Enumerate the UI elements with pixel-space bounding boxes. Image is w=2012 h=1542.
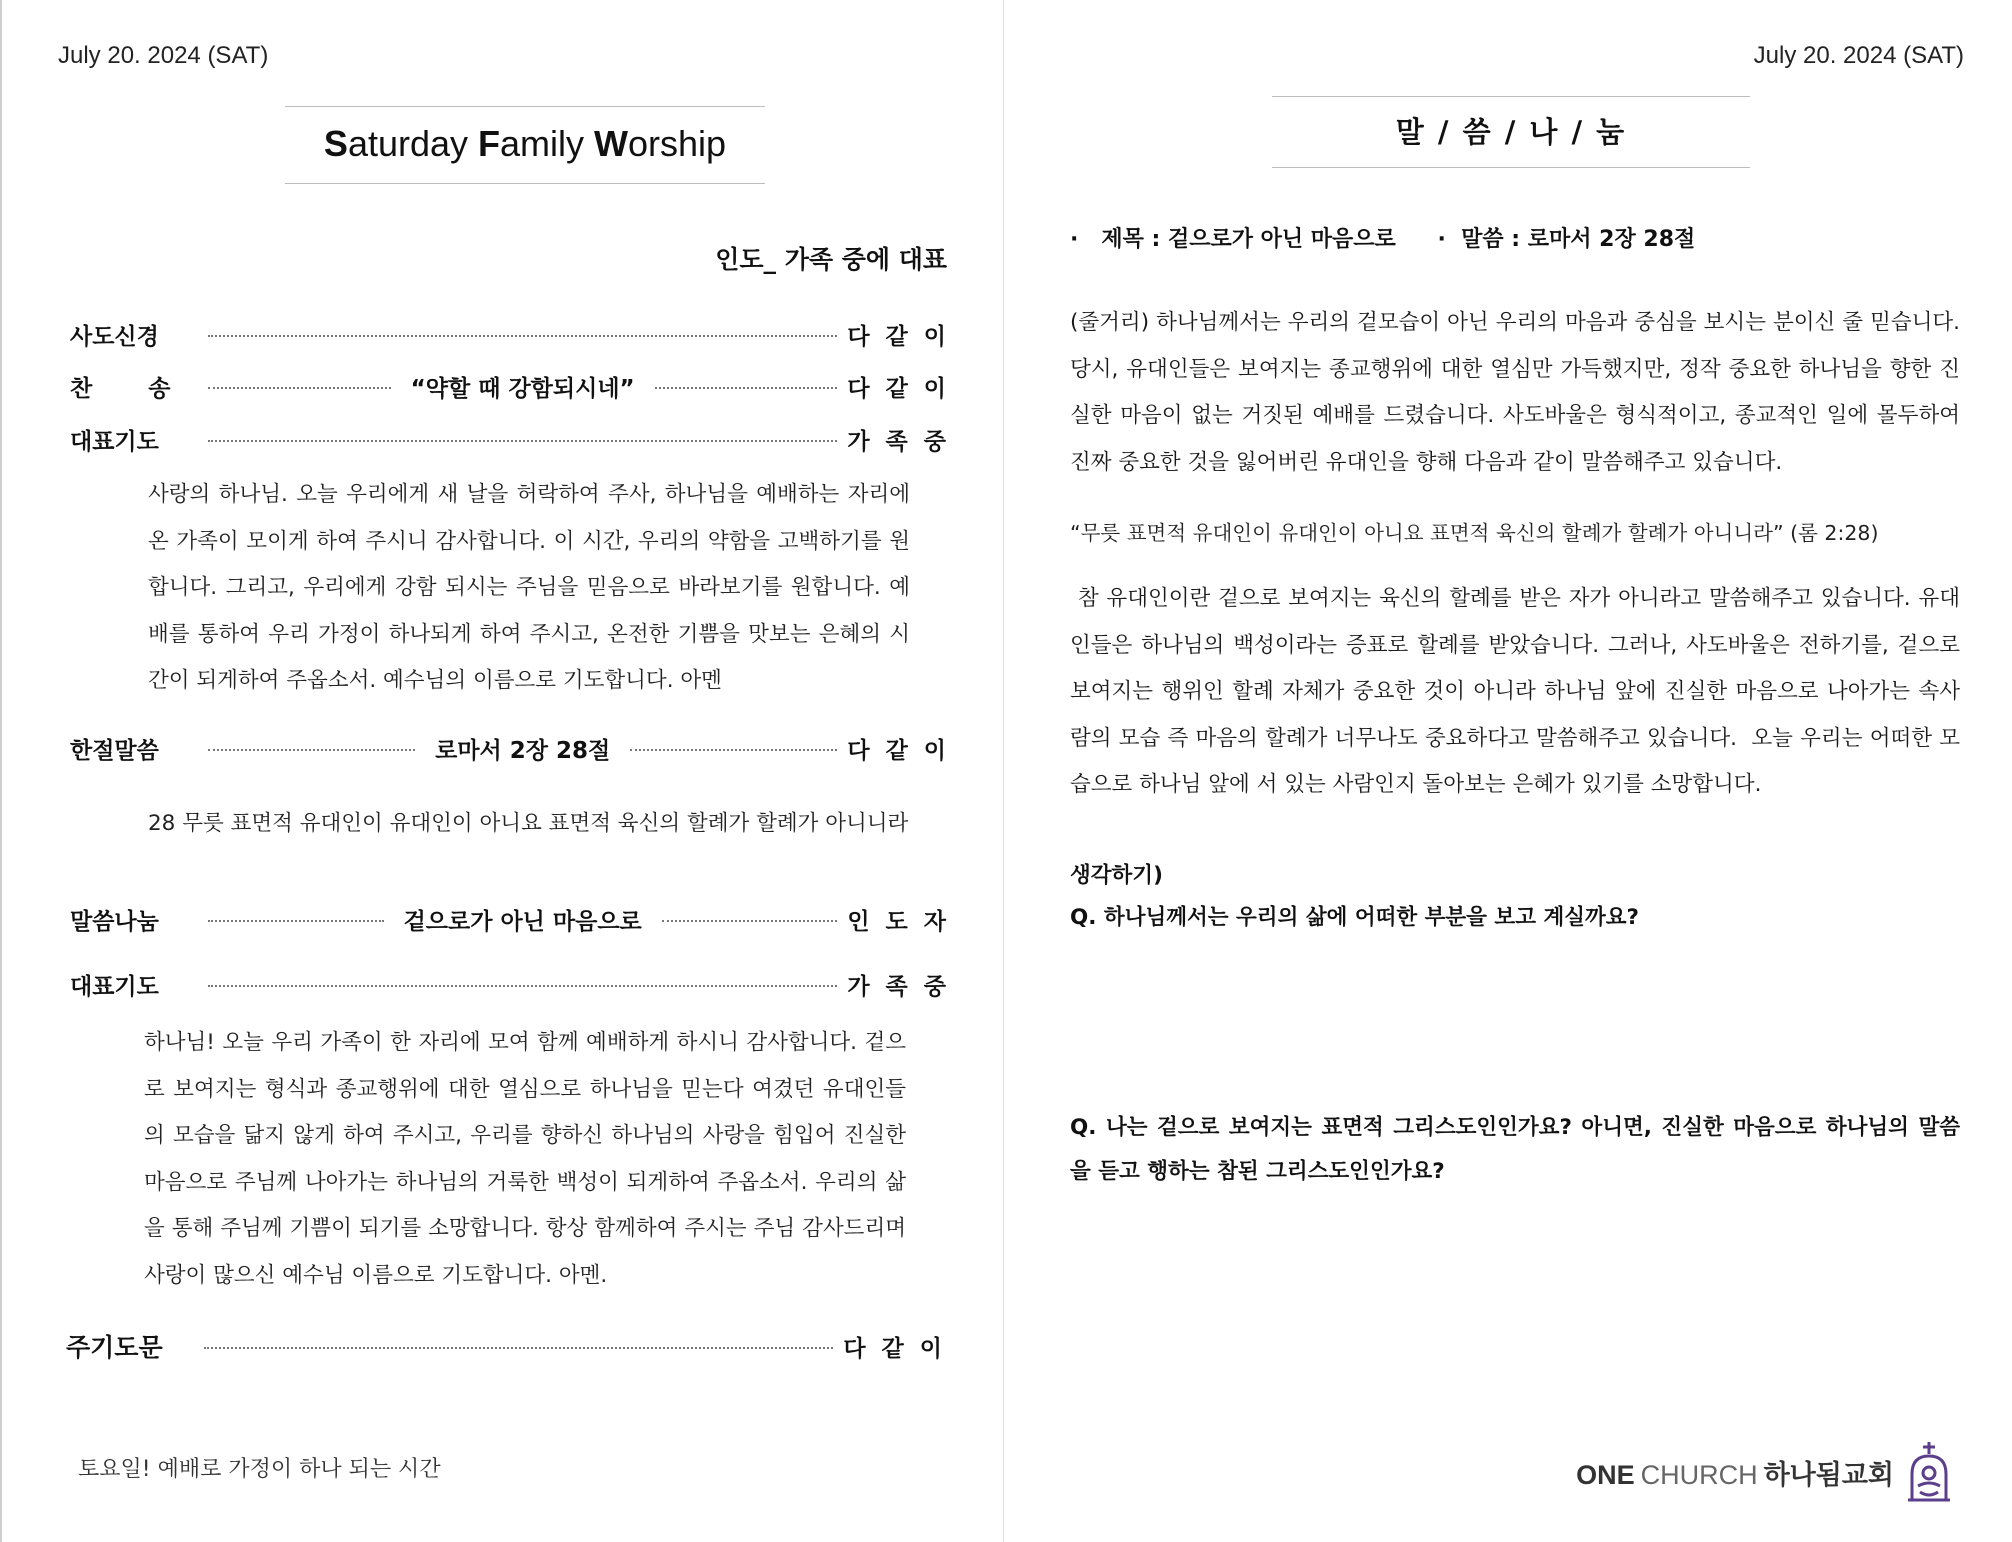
reflection-heading: 생각하기) [1070,863,1163,888]
summary-paragraph: (줄거리) 하나님께서는 우리의 겉모습이 아닌 우리의 마음과 중심을 보시는 분이신 줄 믿습니다. 당시, 유대인들은 보여지는 종교행위에 대한 열심만 가득했지만, 정작 중요한 하나님을 향한 진실한 마음이 없는 거짓된 예배를 드렸습니다. 사도바울은 형식적이고, 종교적인 일에 몰두하여 진짜 중요한 것을 잃어버린 유대인을 향해 다음과 같이 말씀해주고 있습니다. [1070,310,1960,475]
order-row-verse [70,728,950,768]
order-row-hymn [70,366,950,406]
sermon-scripture-point: · 말씀 : 로마서 2장 28절 [1437,227,1696,252]
sharing-title: 말 / 씀 / 나 / 눔 [1395,115,1627,149]
order-who: 다 같 이 [847,323,950,350]
left-date: July 20. 2024 (SAT) [58,42,269,69]
order-who: 다 같 이 [843,1335,946,1362]
order-label: 사도신경 [70,323,159,350]
dot-leader [208,335,837,337]
order-center: 로마서 2장 28절 [435,737,611,764]
dot-leader [208,985,837,987]
scripture-verse: 28 무릇 표면적 유대인이 유대인이 아니요 표면적 육신의 할례가 할례가 아니니라 [148,811,909,836]
order-row-prayer-1 [70,419,950,459]
order-label: 찬 송 [70,375,171,402]
opening-prayer: 사랑의 하나님. 오늘 우리에게 새 날을 허락하여 주사, 하나님을 예배하는 자리에 온 가족이 모이게 하여 주시니 감사합니다. 이 시간, 우리의 약함을 고백하기를 원합니다. 그리고, 우리에게 강함 되시는 주님을 믿음으로 바라보기를 원합니다. 예배를 통하여 우리 가정이 하나되게 하여 주시고, 온전한 기쁨을 맛보는 은혜의 시간이 되게하여 주옵소서. 예수님의 이름으로 기도합니다. 아멘 [148,482,910,693]
order-label: 말씀나눔 [70,908,159,935]
order-label: 대표기도 [70,973,159,1000]
church-logo-icon [1906,1440,1952,1504]
dot-leader [208,440,837,442]
church-brand [1576,1440,1952,1504]
order-row-sermon [70,899,950,939]
dot-leader [662,920,838,922]
order-row-lords-prayer [66,1326,946,1366]
leader-note: 인도_ 가족 중에 대표 [715,245,947,274]
worship-title: Saturday Family Worship [323,123,727,164]
order-who: 가 족 중 [847,973,950,1000]
order-who: 다 같 이 [847,375,951,402]
footer-slogan: 토요일! 예배로 가정이 하나 되는 시간 [78,1457,441,1482]
worship-title-box [285,106,765,184]
order-row-prayer-2 [70,964,950,1004]
order-center: “약할 때 강함되시네” [410,375,635,402]
closing-prayer: 하나님! 오늘 우리 가족이 한 자리에 모여 함께 예배하게 하시니 감사합니다. 겉으로 보여지는 형식과 종교행위에 대한 열심으로 하나님을 믿는다 여겼던 유대인들의 모습을 닮지 않게 하여 주시고, 우리를 향하신 하나님의 사랑을 힘입어 진실한 마음으로 주님께 나아가는 하나님의 거룩한 백성이 되게하여 주옵소서. 우리의 삶을 통해 주님께 기쁨이 되기를 소망합니다. 항상 함께하여 주시는 주님 감사드리며 사랑이 많으신 예수님 이름으로 기도합니다. 아멘. [144,1030,906,1288]
right-date: July 20. 2024 (SAT) [1753,42,1964,69]
order-label: 주기도문 [66,1333,163,1362]
right-page [1004,0,2012,1542]
brand-one: ONE [1576,1459,1635,1490]
dot-leader [208,387,391,389]
order-row-creed [70,314,950,354]
dot-leader [208,749,415,751]
question-1: Q. 하나님께서는 우리의 삶에 어떠한 부분을 보고 계실까요? [1070,905,1640,930]
order-label: 한절말씀 [70,737,159,764]
dot-leader [655,387,838,389]
brand-korean-name: 하나됨교회 [1763,1459,1894,1491]
sermon-title-point: · 제목 : 겉으로가 아닌 마음으로 [1070,227,1396,252]
dot-leader [630,749,837,751]
order-label: 대표기도 [70,428,159,455]
dot-leader [204,1347,833,1349]
scripture-quote: “무릇 표면적 유대인이 유대인이 아니요 표면적 육신의 할례가 할례가 아니니라” (롬 2:28) [1070,521,1879,545]
order-center: 겉으로가 아닌 마음으로 [403,908,642,935]
left-page [0,0,1004,1542]
order-who: 가 족 중 [847,428,950,455]
explanation-paragraph: 참 유대인이란 겉으로 보여지는 육신의 할례를 받은 자가 아니라고 말씀해주고 있습니다. 유대인들은 하나님의 백성이라는 증표로 할례를 받았습니다. 그러나, 사도바울은 전하기를, 겉으로 보여지는 행위인 할례 자체가 중요한 것이 아니라 하나님 앞에 진실한 마음으로 나아가는 속사람의 모습 즉 마음의 할례가 너무나도 중요하다고 말씀해주고 있습니다. 오늘 우리는 어떠한 모습으로 하나님 앞에 서 있는 사람인지 돌아보는 은혜가 있기를 소망합니다. [1070,586,1967,797]
brand-church: CHURCH [1640,1459,1758,1490]
dot-leader [208,920,384,922]
sermon-points [1070,222,1729,253]
question-2: Q. 나는 겉으로 보여지는 표면적 그리스도인인가요? 아니면, 진실한 마음으로 하나님의 말씀을 듣고 행하는 참된 그리스도인인가요? [1070,1115,1960,1184]
order-who: 다 같 이 [847,737,951,764]
sharing-title-box [1272,96,1750,168]
order-who: 인 도 자 [847,908,950,935]
